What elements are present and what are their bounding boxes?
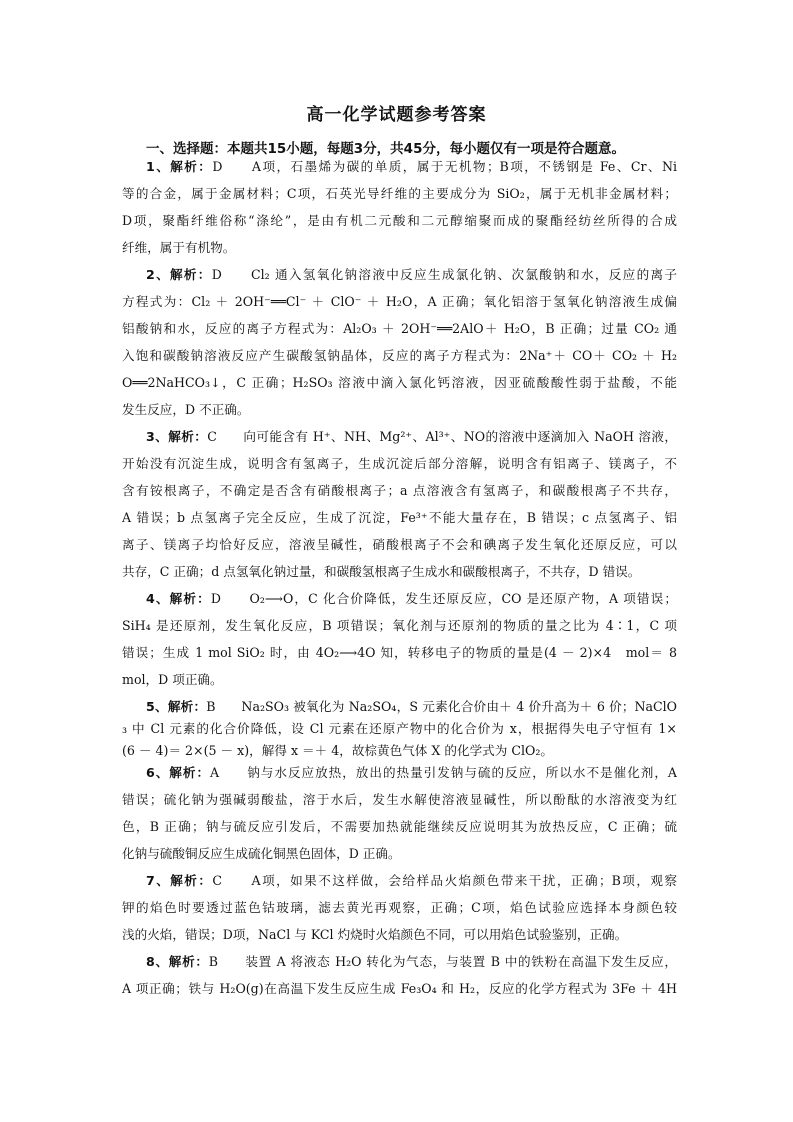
text-line: A 错误；b 点氢离子完全反应，生成了沉淀，Fe³⁺不能大量存在，B 错误；c 点氢离子、铝 [122,510,677,525]
answer-label: 2、解析： [146,267,212,282]
text-line: 入饱和碳酸钠溶液反应产生碳酸氢钠晶体，反应的离子方程式为：2Na⁺＋ CO＋ CO₂ ＋ H₂ [122,348,677,363]
text-line: 错误；硫化钠为强碱弱酸盐，溶于水后，发生水解使溶液显碱性，所以酚酞的水溶液变为红 [122,792,677,807]
answer-label: 5、解析： [146,699,207,714]
text-line: 铝酸钠和水，反应的离子方程式为：Al₂O₃ ＋ 2OH⁻══2AlO＋ H₂O，B 正确；过量 CO₂ 通 [122,321,677,336]
text-line: 浅的火焰，错误；D项，NaCl 与 KCl 灼烧时火焰颜色不同，可以用焰色试验鉴别，正确。 [122,927,628,942]
answer-label: 1、解析： [146,159,213,174]
text-line: mol，D 项正确。 [122,672,223,687]
text-line: 离子、镁离子均恰好反应，溶液呈碱性，硝酸根离子不会和碘离子发生氧化还原反应，可以 [122,537,677,552]
text-line: SiH₄ 是还原剂，发生氧化反应，B 项错误；氧化剂与还原剂的物质的量之比为 4∶1，C 项 [122,618,677,633]
text-line: ₃ 中 Cl 元素的化合价降低，设 Cl 元素在还原产物中的化合价为 x，根据得失电子守恒有 1× [122,721,677,736]
answer-label: 3、解析： [146,429,208,444]
page-title: 高一化学试题参考答案 [306,105,487,125]
text-line: A 项正确；铁与 H₂O(g)在高温下发生反应生成 Fe₃O₄ 和 H₂，反应的化学方程式为 3Fe ＋ 4H [122,981,677,996]
text-line: 8、解析：B 装置 A 将液态 H₂O 转化为气态，与装置 B 中的铁粉在高温下发生反应， [146,954,677,969]
text-line: 含有铵根离子，不确定是否含有硝酸根离子；a 点溶液含有氢离子，和碳酸根离子不共存， [122,483,677,498]
text-line: 4、解析：D O₂⟶O，C 化合价降低，发生还原反应，CO 是还原产物，A 项错误； [146,591,677,606]
text-line: 发生反应，D 不正确。 [122,402,250,417]
answer-label: 7、解析： [146,873,213,888]
text-line: (6 － 4)＝ 2×(5 － x)，解得 x ＝＋ 4，故棕黄色气体 X 的化学式为 ClO₂。 [122,743,553,758]
answer-label: 6、解析： [146,765,211,780]
text-line: 5、解析：B Na₂SO₃ 被氧化为 Na₂SO₄，S 元素化合价由＋ 4 价升高为＋ 6 价；NaClO [146,699,677,714]
text-line: 纤维，属于有机物。 [122,240,236,255]
text-line: 3、解析：C 向可能含有 H⁺、NH、Mg²⁺、Al³⁺、NO的溶液中逐滴加入 NaOH 溶液， [146,429,677,444]
text-line: 化钠与硫酸铜反应生成硫化铜黑色固体，D 正确。 [122,846,401,861]
text-line: 2、解析：D Cl₂ 通入氢氧化钠溶液中反应生成氯化钠、次氯酸钠和水，反应的离子 [146,267,677,282]
text-line: 等的合金，属于金属材料；C项，石英光导纤维的主要成分为 SiO₂，属于无机非金属材料； [122,186,677,201]
text-line: D项，聚酯纤维俗称“涤纶”，是由有机二元酸和二元醇缩聚而成的聚酯经纺丝所得的合成 [122,213,677,228]
text-line: 方程式为：Cl₂ ＋ 2OH⁻══Cl⁻ ＋ ClO⁻ ＋ H₂O，A 正确；氧化铝溶于氢氧化钠溶液生成偏 [122,294,677,309]
text-line: 6、解析：A 钠与水反应放热，放出的热量引发钠与硫的反应，所以水不是催化剂，A [146,765,677,780]
section-heading: 一、选择题：本题共15小题，每题3分，共45分，每小题仅有一项是符合题意。 [146,141,625,157]
answer-label: 4、解析： [146,591,211,606]
text-line: 钾的焰色时要透过蓝色钴玻璃，滤去黄光再观察，正确；C项，焰色试验应选择本身颜色较 [122,900,677,915]
text-line: 1、解析：D A项，石墨烯为碳的单质，属于无机物；B项，不锈钢是 Fe、Cr、Ni [146,159,677,174]
text-line: 色，B 正确；钠与硫反应引发后，不需要加热就能继续反应说明其为放热反应，C 正确；硫 [122,819,677,834]
text-line: 错误；生成 1 mol SiO₂ 时，由 4O₂⟶4O 知，转移电子的物质的量是(4 － 2)×4 mol＝ 8 [122,645,677,660]
answer-label: 8、解析： [146,954,209,969]
text-line: 共存，C 正确；d 点氢氧化钠过量，和碳酸氢根离子生成水和碳酸根离子，不共存，D 错误。 [122,564,641,579]
text-line: 开始没有沉淀生成，说明含有氢离子，生成沉淀后部分溶解，说明含有铝离子、镁离子，不 [122,456,677,471]
text-line: O══2NaHCO₃↓，C 正确；H₂SO₃ 溶液中滴入氯化钙溶液，因亚硫酸酸性弱于盐酸，不能 [122,375,677,390]
text-line: 7、解析：C A项，如果不这样做，会给样品火焰颜色带来干扰，正确；B项，观察 [146,873,677,888]
